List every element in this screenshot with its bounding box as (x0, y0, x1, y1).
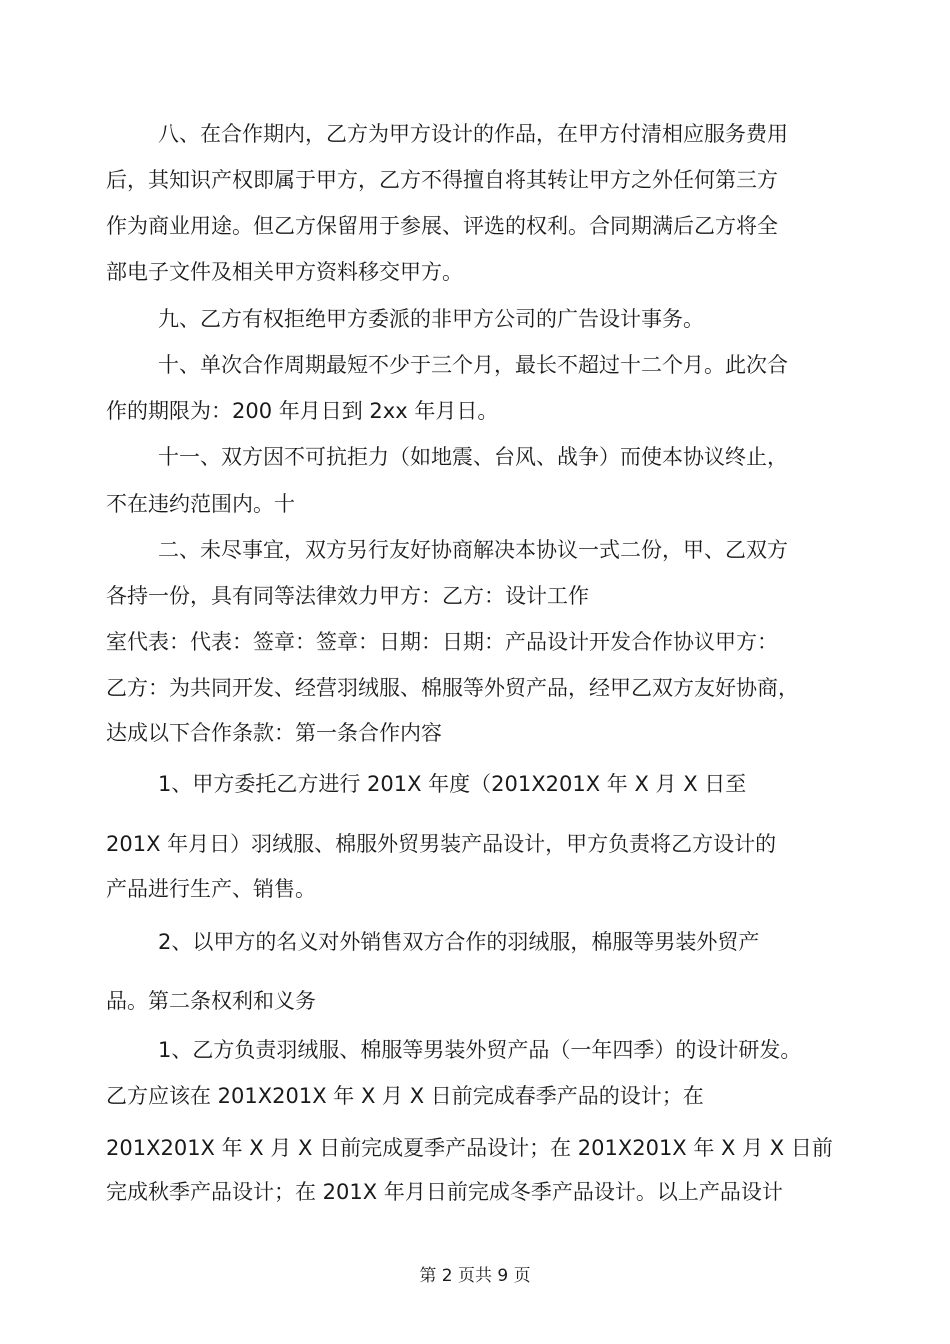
text-line: 作为商业用途。但乙方保留用于参展、评选的权利。合同期满后乙方将全 (106, 214, 778, 238)
text-line: 九、乙方有权拒绝甲方委派的非甲方公司的广告设计事务。 (158, 307, 704, 331)
text-line: 十一、双方因不可抗拒力（如地震、台风、战争）而使本协议终止， (158, 445, 788, 469)
text-line: 作的期限为：200 年月日到 2xx 年月日。 (106, 399, 499, 423)
text-line: 品。第二条权利和义务 (106, 989, 316, 1013)
text-line: 达成以下合作条款：第一条合作内容 (106, 721, 442, 745)
text-line: 201X201X 年 X 月 X 日前完成夏季产品设计；在 201X201X 年 X 月 X 日前 (106, 1136, 833, 1160)
text-line: 部电子文件及相关甲方资料移交甲方。 (106, 260, 463, 284)
text-line: 产品进行生产、销售。 (106, 877, 316, 901)
text-line: 1、乙方负责羽绒服、棉服等男装外贸产品（一年四季）的设计研发。 (158, 1038, 802, 1062)
text-line: 十、单次合作周期最短不少于三个月，最长不超过十二个月。此次合 (158, 353, 788, 377)
text-line: 后，其知识产权即属于甲方，乙方不得擅自将其转让甲方之外任何第三方 (106, 168, 778, 192)
text-line: 室代表：代表：签章：签章：日期：日期：产品设计开发合作协议甲方： (106, 630, 778, 654)
text-line: 八、在合作期内，乙方为甲方设计的作品，在甲方付清相应服务费用 (158, 122, 788, 146)
text-line: 2、以甲方的名义对外销售双方合作的羽绒服，棉服等男装外贸产 (158, 930, 760, 954)
text-line: 不在违约范围内。十 (106, 492, 295, 516)
text-line: 各持一份，具有同等法律效力甲方：乙方：设计工作 (106, 584, 589, 608)
text-line: 乙方：为共同开发、经营羽绒服、棉服等外贸产品，经甲乙双方友好协商， (106, 676, 799, 700)
text-line: 乙方应该在 201X201X 年 X 月 X 日前完成春季产品的设计；在 (106, 1084, 704, 1108)
text-line: 1、甲方委托乙方进行 201X 年度（201X201X 年 X 月 X 日至 (158, 772, 747, 796)
text-line: 201X 年月日）羽绒服、棉服外贸男装产品设计，甲方负责将乙方设计的 (106, 832, 777, 856)
text-line: 二、未尽事宜，双方另行友好协商解决本协议一式二份，甲、乙双方 (158, 538, 788, 562)
text-line: 完成秋季产品设计；在 201X 年月日前完成冬季产品设计。以上产品设计 (106, 1180, 783, 1204)
page-number-footer: 第 2 页共 9 页 (419, 1266, 531, 1286)
